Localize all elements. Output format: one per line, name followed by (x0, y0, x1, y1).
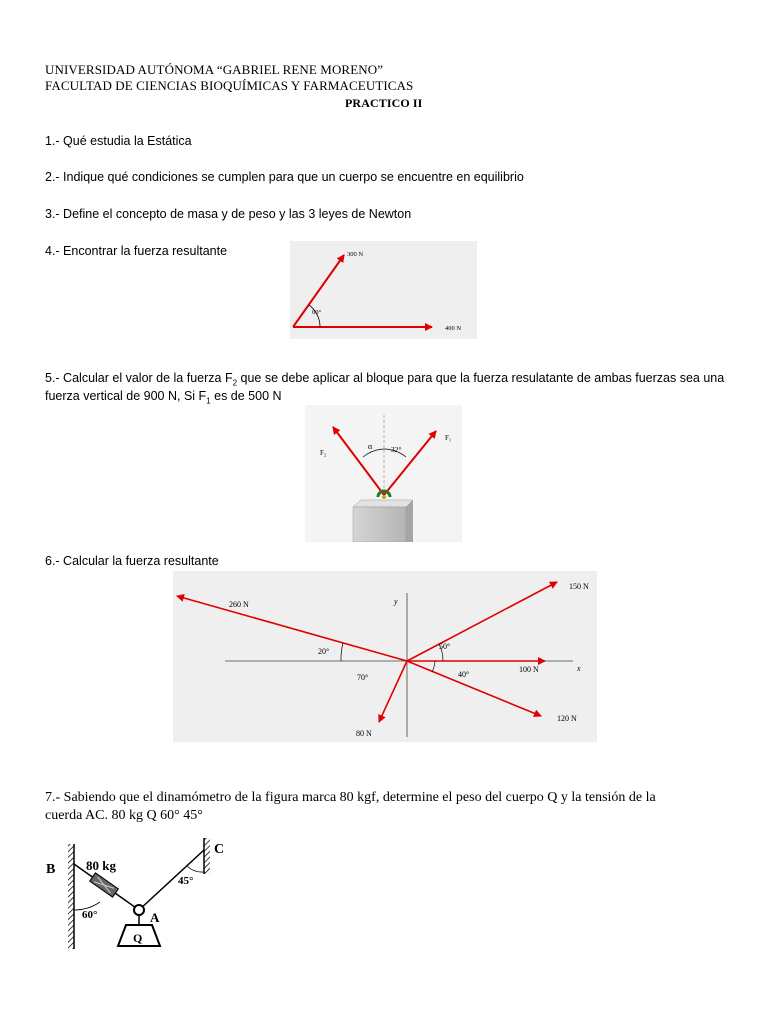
question-5-line1: 5.- Calcular el valor de la fuerza $F_2$ que se debe aplicar al bloque para que la fuerza resulatante de ambas fuerzas sea una (45, 371, 725, 388)
label-mass: 80 kg (86, 858, 116, 873)
dynamometer (90, 873, 119, 897)
label-f2: F₂ (320, 449, 327, 457)
wall-b (68, 844, 74, 949)
rope-ac (139, 850, 204, 910)
label-a: A (150, 910, 160, 925)
force-f2-arrow (333, 427, 384, 495)
node-a (134, 905, 144, 915)
label-angle-50: 50° (439, 642, 451, 651)
angle-40-arc (432, 661, 435, 672)
question-7-line2: cuerda AC. 80 kg Q 60° 45° (45, 808, 203, 823)
figure-6-diagram (173, 571, 597, 742)
label-120n: 120 N (557, 714, 577, 723)
label-angle-60: 60° (82, 909, 98, 921)
page-title: PRACTICO II (345, 96, 423, 110)
label-angle-20: 20° (318, 647, 330, 656)
figure-5-diagram (305, 405, 462, 542)
force-260n-arrow (177, 596, 407, 661)
figure-7 (42, 832, 242, 962)
figure-4 (290, 241, 477, 339)
figure-6 (173, 571, 597, 742)
label-angle-32: 32° (391, 445, 402, 454)
figure-7-diagram (42, 832, 242, 962)
question-4: 4.- Encontrar la fuerza resultante (45, 244, 228, 258)
question-6: 6.- Calcular la fuerza resultante (45, 554, 219, 568)
label-angle-40: 40° (458, 670, 470, 679)
label-q: Q (133, 931, 143, 945)
label-alpha: α (368, 442, 373, 451)
label-400n: 400 N (445, 325, 462, 332)
force-f1-arrow (384, 431, 436, 495)
attachment-center (382, 495, 386, 499)
label-300n: 300 N (347, 251, 364, 258)
label-angle-70: 70° (357, 673, 369, 682)
question-5-line2: fuerza vertical de 900 N, Si $F_1$ es de 500 N (45, 389, 282, 406)
label-c: C (214, 842, 225, 857)
angle-alpha-arc (363, 449, 384, 457)
label-x-axis: x (577, 664, 581, 673)
label-y-axis: y (394, 597, 398, 606)
label-260n: 260 N (229, 600, 249, 609)
faculty-name: FACULTAD DE CIENCIAS BIOQUÍMICAS Y FARMACEUTICAS (45, 78, 414, 93)
question-7-line1: 7.- Sabiendo que el dinamómetro de la figura marca 80 kgf, determine el peso del cuerpo Q y la tensión de la (45, 790, 656, 805)
label-b: B (46, 862, 56, 877)
block-top (353, 500, 413, 507)
wall-c (204, 838, 210, 874)
force-150n-arrow (407, 582, 557, 661)
label-80n: 80 N (356, 729, 372, 738)
angle-45-arc (187, 866, 204, 872)
label-angle-60: 60° (312, 309, 322, 316)
label-f1: F₁ (445, 434, 452, 442)
label-angle-45: 45° (178, 875, 194, 887)
question-3: 3.- Define el concepto de masa y de peso y las 3 leyes de Newton (45, 207, 412, 221)
question-2: 2.- Indique qué condiciones se cumplen para que un cuerpo se encuentre en equilibrio (45, 170, 524, 184)
figure-4-diagram (290, 241, 477, 339)
figure-5 (305, 405, 462, 542)
question-1: 1.- Qué estudia la Estática (45, 134, 192, 148)
force-300n-arrow (293, 255, 344, 327)
label-100n: 100 N (519, 665, 539, 674)
block (353, 507, 406, 542)
university-name: UNIVERSIDAD AUTÓNOMA “GABRIEL RENE MORENO” (45, 62, 384, 77)
label-150n: 150 N (569, 582, 589, 591)
angle-20-arc (341, 643, 343, 661)
force-80n-arrow (379, 661, 407, 722)
block-side (406, 500, 413, 542)
